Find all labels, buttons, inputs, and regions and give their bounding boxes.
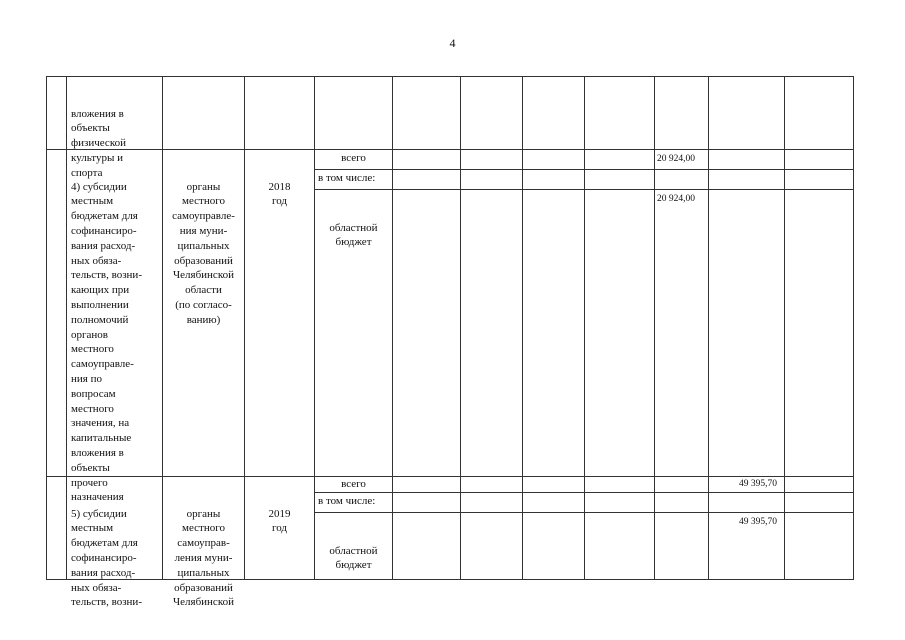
page-number: 4 bbox=[449, 36, 456, 50]
source-region-cell: областной бюджет bbox=[329, 221, 378, 249]
source-total-cell: всего bbox=[341, 478, 366, 490]
measure-name-cell: вложения в объекты физической культуры и спорта bbox=[71, 107, 126, 179]
source-region-cell: областной бюджет bbox=[329, 544, 378, 572]
measure-name-cell: 4) субсидии местным бюджетам для софинансиро- вания расход- ных обяза- тельств, возни- кающих при выполнении полномочий органов местного самоуправле- ния по вопросам местного значения, на капитальные вложения в объекты прочего назначения bbox=[71, 180, 142, 504]
source-incl-cell: в том числе: bbox=[318, 172, 376, 184]
total-value-2019: 49 395,70 bbox=[739, 479, 777, 489]
total-value-2018: 20 924,00 bbox=[657, 154, 695, 164]
measure-name-cell: 5) субсидии местным бюджетам для софинансиро- вания расход- ных обяза- тельств, возни- bbox=[71, 507, 142, 609]
col-line bbox=[460, 76, 461, 580]
executor-cell: органы местного самоуправле- ния муни- ципальных образований Челябинской области (по согласо- ванию) bbox=[172, 180, 235, 326]
year-cell: 2018 год bbox=[268, 180, 291, 208]
col-line bbox=[853, 76, 854, 580]
table-top-border bbox=[46, 76, 854, 77]
col-line bbox=[522, 76, 523, 580]
year-cell: 2019 год bbox=[268, 507, 291, 535]
region-value-2019: 49 395,70 bbox=[739, 517, 777, 527]
col-line bbox=[654, 76, 655, 580]
region-value-2018: 20 924,00 bbox=[657, 194, 695, 204]
col-line bbox=[392, 76, 393, 580]
col-line bbox=[584, 76, 585, 580]
executor-cell: органы местного самоуправ- ления муни- ципальных образований Челябинской bbox=[172, 507, 234, 609]
source-total-cell: всего bbox=[341, 152, 366, 164]
col-line bbox=[66, 76, 67, 580]
source-incl-cell: в том числе: bbox=[318, 495, 376, 507]
col-line bbox=[46, 76, 47, 580]
budget-table bbox=[46, 76, 854, 609]
col-line bbox=[784, 76, 785, 580]
col-line bbox=[708, 76, 709, 580]
